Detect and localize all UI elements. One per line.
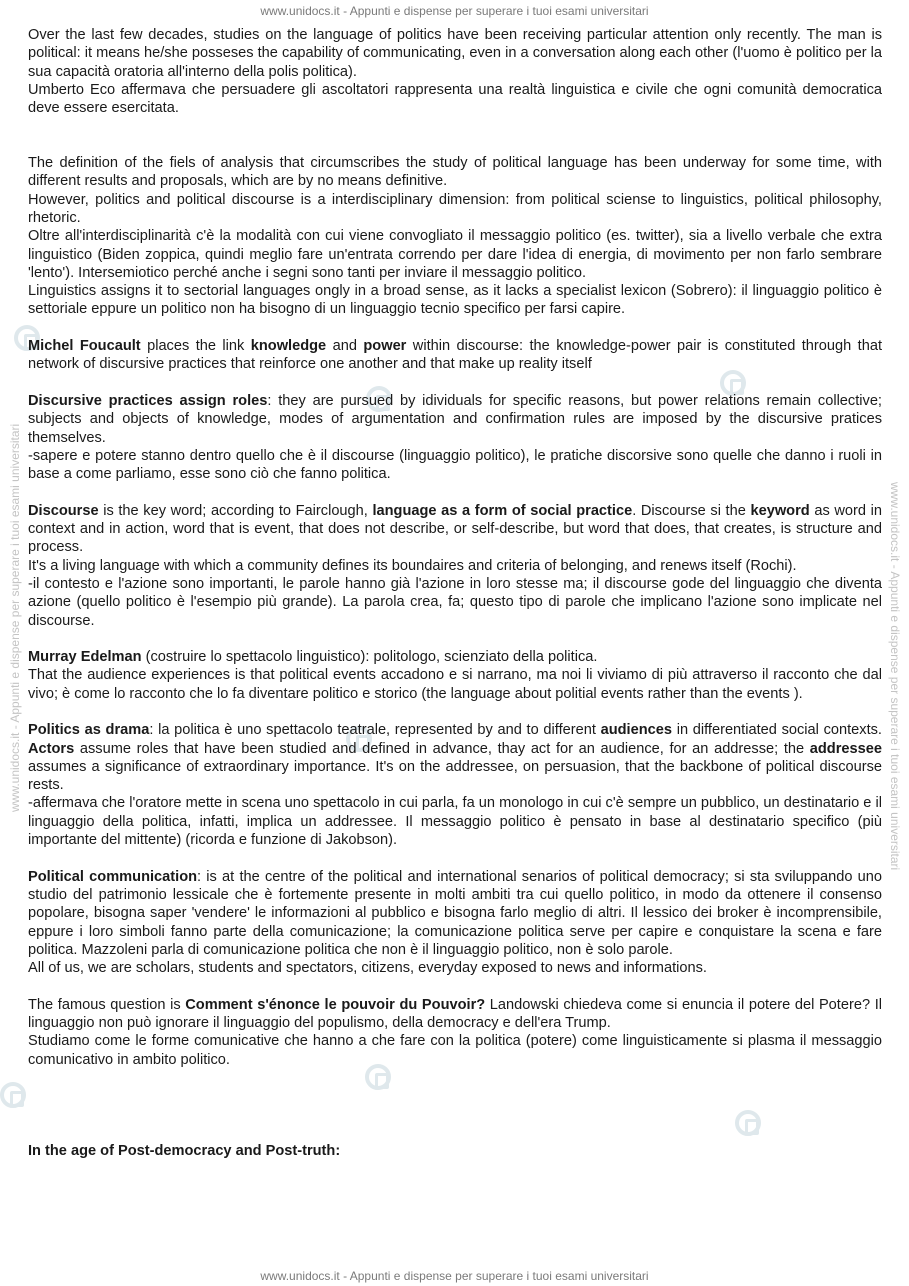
watermark-side-right: www.unidocs.it - Appunti e dispense per superare i tuoi esami universitari xyxy=(888,482,902,871)
paragraph: Umberto Eco affermava che persuadere gli ascoltatori rappresenta una realtà linguistica e civile che ogni comunità democratica deve essere esercitata. xyxy=(28,81,882,117)
watermark-logo-icon xyxy=(0,1082,26,1108)
section-heading: In the age of Post-democracy and Post-truth: xyxy=(28,1142,341,1159)
paragraph-edelman: Murray Edelman (costruire lo spettacolo linguistico): politologo, scienziato della politica. xyxy=(28,649,598,666)
paragraph: It's a living language with which a community defines its boundaires and criteria of belonging, and renews itself (Rochi). xyxy=(28,557,797,574)
paragraph: -affermava che l'oratore mette in scena uno spettacolo in cui parla, fa un monologo in cui c'è sempre un pubblico, un destinatario e il linguaggio della politica, infatti, implica un addressee. Il messaggio politico è pensato in base al destinatario specifico (più importante del mittente) (ricorda e funzione di Jakobson). xyxy=(28,795,882,849)
paragraph-discursive-practices: Discursive practices assign roles: they are pursued by idividuals for specific reasons, but power relations remain collective; subjects and objects of knowledge, modes of argumentation and confirmation rules are imposed by the discursive pratices themselves. xyxy=(28,392,882,446)
watermark-bottom: www.unidocs.it - Appunti e dispense per superare i tuoi esami universitari xyxy=(260,1269,649,1283)
paragraph-famous-question: The famous question is Comment s'énonce le pouvoir du Pouvoir? Landowski chiedeva come si enuncia il potere del Potere? Il linguaggio non può ignorare il linguaggio del populismo, della democracy e dell'era Trump. xyxy=(28,996,882,1032)
watermark-side-left: www.unidocs.it - Appunti e dispense per superare i tuoi esami universitari xyxy=(8,423,22,812)
paragraph-foucault: Michel Foucault places the link knowledge and power within discourse: the knowledge-power pair is constituted through that network of discursive practices that reinforce one another and that make up reality itself xyxy=(28,338,883,373)
paragraph-politics-as-drama: Politics as drama: la politica è uno spettacolo teatrale, represented by and to different audiences in differentiated social contexts. Actors assume roles that have been studied and defined in advance, thay act for an audience, for an addresse; the addressee assumes a significance of extraordinary importance. It's on the addressee, on persuasion, that the backbone of political discourse rests. xyxy=(28,722,882,794)
paragraph: Linguistics assigns it to sectorial languages ongly in a broad sense, as it lacks a specialist lexicon (Sobrero): il linguaggio politico è settoriale eppure un politico non ha bisogno di un linguaggio tecnio specifico per farsi capire. xyxy=(28,283,882,318)
paragraph: All of us, we are scholars, students and spectators, citizens, everyday exposed to news and informations. xyxy=(28,960,707,977)
paragraph: Over the last few decades, studies on the language of politics have been receiving particular attention only recently. The man is political: it means he/she posseses the capability of communicating, even in a conversation along each other (l'uomo è politico per la sua capacità oratoria all'interno della polis politica). xyxy=(28,27,882,80)
paragraph: -il contesto e l'azione sono importanti, le parole hanno già l'azione in loro stesse ma; il discourse gode del linguaggio che diventa azione (quello politico è l'esempio più grande). La parola crea, fa; questo tipo di parole che implicano l'azione sono implicate nel discourse. xyxy=(28,575,882,629)
paragraph-political-communication: Political communication: is at the centre of the political and international senarios of political democracy; si sta sviluppando uno studio del patrimonio lessicale che è fortemente presente in molti ambiti tra cui quello politico, in modo da ottenere il consenso popolare, bisogna saper 'vendere' le informazioni al pubblico e bisogna farlo meglio di altri. Il lessico dei broker è incomprensibile, eppure i loro simboli fanno parte della comunicazione; la comunicazione politica serve per capire e conquistare la scena e fare politica. Mazzoleni parla di comunicazione politica che non è il linguaggio politico, non è solo parole. xyxy=(28,868,882,958)
paragraph: -sapere e potere stanno dentro quello che è il discourse (linguaggio politico), le pratiche discorsive sono quelle che danno i ruoli in base a come parliamo, esse sono ciò che fanno politica. xyxy=(28,447,882,483)
paragraph: However, politics and political discourse is a interdisciplinary dimension: from political sciense to linguistics, political philosophy, rhetoric. xyxy=(28,191,882,226)
document-body xyxy=(28,26,882,1160)
paragraph: Oltre all'interdisciplinarità c'è la modalità con cui viene convogliato il messaggio politico (es. twitter), sia a livello verbale che extra linguistico (Biden zoppica, quindi meglio fare un'entrata correndo per dare l'idea di energia, di movimento per non farlo sembrare 'lento'). Intersemiotico perché anche i segni sono tanti per inviare il messaggio politico. xyxy=(28,228,882,281)
watermark-top: www.unidocs.it - Appunti e dispense per superare i tuoi esami universitari xyxy=(260,4,649,18)
paragraph-discourse: Discourse is the key word; according to Fairclough, language as a form of social practice. Discourse si the keyword as word in context and in action, word that is event, that does not describe, or self-describe, but word that does, that creates, is structure and process. xyxy=(28,502,882,556)
paragraph: The definition of the fiels of analysis that circumscribes the study of political language has been underway for some time, with different results and proposals, which are by no means definitive. xyxy=(28,155,882,190)
paragraph: Studiamo come le forme comunicative che hanno a che fare con la politica (potere) come linguisticamente si plasma il messaggio comunicativo in ambito politico. xyxy=(28,1033,882,1068)
paragraph: That the audience experiences is that political events accadono e si narrano, ma noi li viviamo di più attraverso il racconto che dal vivo; è come lo racconto che lo fa diventare politico e storico (the language about politial events rather than the events ). xyxy=(28,667,882,702)
